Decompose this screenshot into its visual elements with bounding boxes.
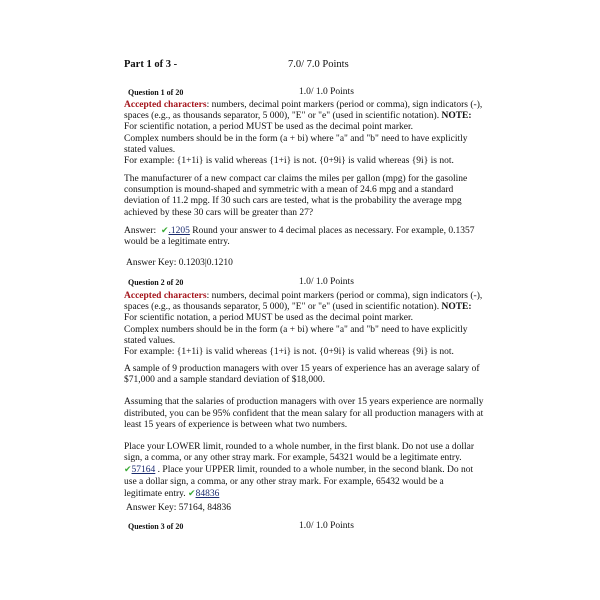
- question-3-title: Question 3 of 20: [128, 522, 184, 531]
- question-1-points: 1.0/ 1.0 Points: [299, 87, 354, 97]
- part-points: 7.0/ 7.0 Points: [288, 59, 349, 70]
- note-text: For scientific notation, a period MUST be used as the decimal point marker.: [124, 313, 413, 324]
- question-1-answer-hint: Round your answer to 4 decimal places as necessary. For example, 0.1357 would be a legitimate entry.: [124, 226, 475, 248]
- note-label: NOTE:: [441, 111, 472, 122]
- accepted-characters-label: Accepted characters: [124, 100, 207, 110]
- check-icon: ✔: [160, 225, 169, 235]
- question-1-instructions: [124, 100, 484, 167]
- question-1-answer-key: Answer Key: 0.1203|0.1210: [126, 258, 233, 268]
- note-label: NOTE:: [441, 302, 472, 313]
- accepted-characters-text: : numbers, decimal point markers (period or comma), sign indicators (-), spaces (e.g., as thousands separator, 5 000), "E" or "e" (used in scientific notation).: [124, 100, 483, 122]
- part-header: [124, 59, 524, 73]
- question-1-header: [124, 87, 524, 99]
- question-2-text-3: Place your LOWER limit, rounded to a whole number, in the first blank. Do not use a dollar sign, a comma, or any other stray mark. For example, 54321 would be a legitimate entry.: [124, 442, 474, 464]
- check-icon: ✔: [188, 487, 196, 498]
- example-text: For example: {1+1i} is valid whereas {1+i} is not. {0+9i} is valid whereas {9i} is not.: [124, 347, 454, 358]
- question-2-points: 1.0/ 1.0 Points: [299, 277, 354, 287]
- question-2-answer-key: Answer Key: 57164, 84836: [126, 503, 232, 513]
- part-title: Part 1 of 3 -: [124, 59, 178, 70]
- question-3-header: [124, 521, 524, 533]
- question-2-body: [124, 364, 484, 500]
- question-2-answer-upper: 84836: [195, 488, 220, 499]
- question-2-text-2: Assuming that the salaries of production managers with over 15 years experience are normally distributed, you can be 95% confident that the mean salary for all production managers with at least 15 years of experience is between what two numbers.: [124, 397, 484, 430]
- check-icon: ✔: [124, 464, 132, 475]
- accepted-characters-label: Accepted characters: [124, 291, 207, 301]
- question-1-answer-value: .1205: [168, 226, 190, 236]
- question-2-text-1: A sample of 9 production managers with over 15 years of experience has an average salary of $71,000 and a sample standard deviation of $18,000.: [124, 364, 480, 386]
- question-2-title: Question 2 of 20: [128, 278, 184, 287]
- question-2-answer-lower: 57164: [131, 465, 156, 476]
- complex-numbers-text: Complex numbers should be in the form (a + bi) where "a" and "b" need to have explicitly stated values.: [124, 324, 468, 346]
- question-2-header: [124, 277, 524, 289]
- question-1-text: The manufacturer of a new compact car claims the miles per gallon (mpg) for the gasoline consumption is mound-shaped and symmetric with a mean of 24.6 mpg and a standard deviation of 11.2 mpg. If 30 such cars are tested, what is the probability the average mpg achieved by these 30 cars will be greater than 27?: [124, 174, 468, 218]
- question-1-body: [124, 174, 484, 219]
- accepted-characters-text: : numbers, decimal point markers (period or comma), sign indicators (-), spaces (e.g., as thousands separator, 5 000), "E" or "e" (used in scientific notation).: [124, 291, 483, 313]
- complex-numbers-text: Complex numbers should be in the form (a + bi) where "a" and "b" need to have explicitly stated values.: [124, 133, 468, 155]
- question-3-points: 1.0/ 1.0 Points: [299, 521, 354, 531]
- question-1-title: Question 1 of 20: [128, 88, 184, 97]
- question-2-instructions: [124, 291, 484, 358]
- example-text: For example: {1+1i} is valid whereas {1+i} is not. {0+9i} is valid whereas {9i} is not.: [124, 156, 454, 167]
- question-1-answer: [124, 225, 484, 248]
- question-2-text-4: . Place your UPPER limit, rounded to a whole number, in the second blank. Do not use a dollar sign, a comma, or any other stray mark. For example, 65432 would be a legitimate entry.: [124, 465, 474, 499]
- answer-label: Answer:: [124, 226, 157, 236]
- note-text: For scientific notation, a period MUST be used as the decimal point marker.: [124, 122, 413, 133]
